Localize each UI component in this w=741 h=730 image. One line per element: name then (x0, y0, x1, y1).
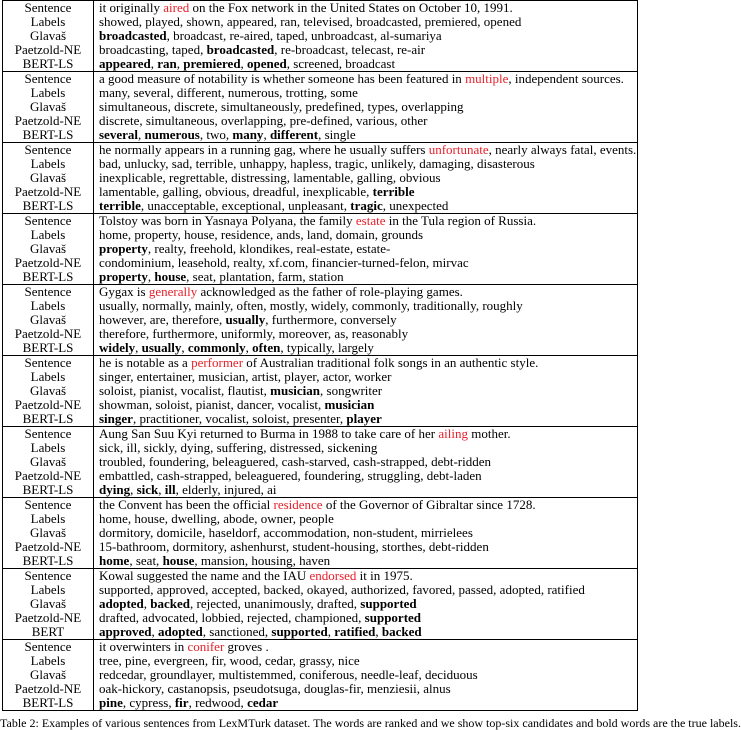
candidate-list (94, 114, 638, 128)
row-label: BERT-LS (3, 199, 94, 214)
candidate-text: , seat, plantation, farm, station (186, 269, 344, 284)
row-label: Sentence (3, 72, 94, 87)
row-label: Labels (3, 299, 94, 313)
row-label: Paetzold-NE (3, 185, 94, 199)
candidate-list (94, 483, 638, 498)
candidate-text: usually, normally, mainly, often, mostly, widely, commonly, traditionally, roughly (99, 298, 523, 313)
row-label: Paetzold-NE (3, 611, 94, 625)
candidate-list (94, 86, 638, 100)
row-label: BERT-LS (3, 483, 94, 498)
candidate-list (94, 583, 638, 597)
bert-row (3, 554, 638, 569)
glavas-row (3, 384, 638, 398)
candidate-list (94, 412, 638, 427)
candidate-text: discrete, simultaneous, overlapping, pre-defined, various, other (99, 113, 428, 128)
glavas-row (3, 242, 638, 256)
sentence-fragment: it in 1975. (356, 568, 413, 583)
candidate-list (94, 611, 638, 625)
sentence-row (3, 285, 638, 300)
candidate-text: , furthermore, conversely (265, 312, 397, 327)
row-label: Glavaš (3, 384, 94, 398)
candidate-list (94, 171, 638, 185)
candidate-text: , (137, 127, 145, 142)
candidate-text: oak-hickory, castanopsis, pseudotsuga, douglas-fir, menziesii, alnus (99, 681, 451, 696)
true-label-candidate: adopted (158, 624, 203, 639)
true-label-candidate: several (99, 127, 138, 142)
sentence-row (3, 640, 638, 655)
glavas-row (3, 29, 638, 43)
true-label-candidate: musician (270, 383, 321, 398)
gold-labels-row (3, 654, 638, 668)
sentence-row (3, 143, 638, 158)
target-word: estate (355, 213, 386, 228)
bert-row (3, 199, 638, 214)
true-label-candidate: approved (99, 624, 152, 639)
candidate-text: , redwood, (188, 695, 248, 710)
bert-row (3, 483, 638, 498)
row-label: Labels (3, 370, 94, 384)
candidate-list (94, 270, 638, 285)
candidate-text: , mansion, housing, haven (194, 553, 331, 568)
paetzold-row (3, 611, 638, 625)
paetzold-row (3, 469, 638, 483)
row-label: Sentence (3, 427, 94, 442)
candidate-list (94, 682, 638, 696)
gold-labels-row (3, 512, 638, 526)
sentence-fragment: Gygax is (99, 284, 149, 299)
sentence-fragment: , independent sources. (508, 71, 624, 86)
candidate-text: , typically, largely (280, 340, 374, 355)
row-label: BERT-LS (3, 57, 94, 72)
candidate-text: , rejected, unanimously, drafted, (190, 596, 361, 611)
sentence-row (3, 214, 638, 229)
gold-labels-row (3, 157, 638, 171)
candidate-list (94, 341, 638, 356)
candidate-text: , (375, 624, 382, 639)
candidate-list (94, 157, 638, 171)
bert-row (3, 625, 638, 640)
candidate-text: , screened, broadcast (286, 56, 396, 71)
candidate-text: , (151, 624, 158, 639)
row-label: Paetzold-NE (3, 540, 94, 554)
candidate-list (94, 242, 638, 256)
gold-labels-row (3, 86, 638, 100)
gold-labels-row (3, 583, 638, 597)
paetzold-row (3, 540, 638, 554)
candidate-text: drafted, advocated, lobbied, rejected, championed, (99, 610, 365, 625)
candidate-text: home, property, house, residence, ands, land, domain, grounds (99, 227, 424, 242)
true-label-candidate: many (232, 127, 264, 142)
row-label: Labels (3, 157, 94, 171)
sentence-row (3, 498, 638, 513)
target-word: performer (191, 355, 244, 370)
paetzold-row (3, 185, 638, 199)
true-label-candidate: home (99, 553, 130, 568)
target-word: generally (148, 284, 198, 299)
sentence-fragment: groves . (224, 639, 269, 654)
true-label-candidate: property (99, 269, 148, 284)
paetzold-row (3, 682, 638, 696)
true-label-candidate: different (269, 127, 319, 142)
sentence-text (94, 1, 638, 16)
true-label-candidate: ratified (334, 624, 376, 639)
candidate-text: singer, entertainer, musician, artist, player, actor, worker (99, 369, 392, 384)
sentence-fragment: in the Tula region of Russia. (385, 213, 537, 228)
true-label-candidate: widely (99, 340, 136, 355)
paetzold-row (3, 398, 638, 412)
row-label: Glavaš (3, 455, 94, 469)
candidate-text: showman, soloist, pianist, dancer, vocalist, (99, 397, 325, 412)
candidate-text: showed, played, shown, appeared, ran, televised, broadcasted, premiered, opened (99, 14, 522, 29)
candidate-text: , broadcast, re-aired, taped, unbroadcast, al-sumariya (166, 28, 442, 43)
sentence-fragment: a good measure of notability is whether someone has been featured in (99, 71, 466, 86)
row-label: Sentence (3, 569, 94, 584)
candidate-list (94, 327, 638, 341)
glavas-row (3, 668, 638, 682)
sentence-fragment: it overwinters in (99, 639, 188, 654)
paetzold-row (3, 43, 638, 57)
row-label: Labels (3, 654, 94, 668)
candidate-list (94, 185, 638, 199)
candidate-list (94, 469, 638, 483)
candidate-list (94, 625, 638, 640)
row-label: Sentence (3, 498, 94, 513)
sentence-fragment: of Australian traditional folk songs in an authentic style. (243, 355, 539, 370)
true-label-candidate: cedar (247, 695, 279, 710)
candidate-text: , (143, 596, 151, 611)
glavas-row (3, 100, 638, 114)
candidate-list (94, 43, 638, 57)
true-label-candidate: numerous (144, 127, 200, 142)
true-label-candidate: fir (174, 695, 189, 710)
row-label: BERT (3, 625, 94, 640)
sentence-fragment: , nearly always fatal, events. (488, 142, 637, 157)
target-word: conifer (187, 639, 225, 654)
glavas-row (3, 526, 638, 540)
sentence-text (94, 356, 638, 371)
true-label-candidate: singer (99, 411, 133, 426)
candidate-list (94, 100, 638, 114)
row-label: Glavaš (3, 242, 94, 256)
sentence-text (94, 285, 638, 300)
row-label: Sentence (3, 1, 94, 16)
candidate-text: , seat, (129, 553, 163, 568)
row-label: Paetzold-NE (3, 256, 94, 270)
true-label-candidate: premiered (183, 56, 241, 71)
sentence-fragment: of the Governor of Gibraltar since 1728. (322, 497, 536, 512)
gold-labels-row (3, 15, 638, 29)
candidate-text: , practitioner, vocalist, soloist, presenter, (132, 411, 347, 426)
candidate-text: , (181, 340, 188, 355)
gold-labels-row (3, 370, 638, 384)
true-label-candidate: broadcasted (99, 28, 167, 43)
bert-row (3, 696, 638, 711)
true-label-candidate: usually (225, 312, 266, 327)
row-label: Glavaš (3, 668, 94, 682)
bert-row (3, 57, 638, 72)
sentence-text (94, 427, 638, 442)
candidate-text: , unacceptable, exceptional, unpleasant, (140, 198, 351, 213)
true-label-candidate: ran (157, 56, 177, 71)
true-label-candidate: dying (99, 482, 131, 497)
candidate-text: , (240, 56, 248, 71)
candidate-text: , sanctioned, (202, 624, 272, 639)
candidate-list (94, 228, 638, 242)
glavas-row (3, 313, 638, 327)
true-label-candidate: terrible (99, 198, 141, 213)
row-label: BERT-LS (3, 128, 94, 143)
paetzold-row (3, 114, 638, 128)
candidate-list (94, 654, 638, 668)
true-label-candidate: terrible (372, 184, 415, 199)
candidate-list (94, 398, 638, 412)
true-label-candidate: opened (247, 56, 287, 71)
row-label: Glavaš (3, 29, 94, 43)
paetzold-row (3, 256, 638, 270)
candidate-list (94, 512, 638, 526)
row-label: BERT-LS (3, 412, 94, 427)
candidate-list (94, 57, 638, 72)
true-label-candidate: house (154, 269, 187, 284)
row-label: Sentence (3, 640, 94, 655)
candidate-list (94, 256, 638, 270)
sentence-text (94, 640, 638, 655)
candidate-text: , (158, 482, 165, 497)
candidate-text: , realty, freehold, klondikes, real-estate, estate- (147, 241, 391, 256)
candidate-text: home, house, dwelling, abode, owner, people (99, 511, 334, 526)
true-label-candidate: backed (381, 624, 422, 639)
table-caption: Table 2: Examples of various sentences from LexMTurk dataset. The words are ranked and we show top-six candidates and bold words are the true labels. (0, 716, 741, 730)
candidate-text: , (327, 624, 335, 639)
row-label: Paetzold-NE (3, 398, 94, 412)
true-label-candidate: appeared (99, 56, 151, 71)
candidate-text: , songwriter (320, 383, 383, 398)
row-label: Paetzold-NE (3, 682, 94, 696)
true-label-candidate: commonly (187, 340, 246, 355)
bert-row (3, 270, 638, 285)
candidate-list (94, 455, 638, 469)
candidate-text: , (135, 340, 142, 355)
candidate-text: sick, ill, sickly, dying, suffering, distressed, sickening (99, 440, 378, 455)
row-label: Paetzold-NE (3, 469, 94, 483)
candidate-text: supported, approved, accepted, backed, okayed, authorized, favored, passed, adopted, ratified (99, 582, 585, 597)
true-label-candidate: tragic (350, 198, 383, 213)
candidate-text: , re-broadcast, telecast, re-air (274, 42, 426, 57)
row-label: Paetzold-NE (3, 43, 94, 57)
target-word: residence (273, 497, 323, 512)
row-label: Labels (3, 583, 94, 597)
row-label: Paetzold-NE (3, 114, 94, 128)
candidate-list (94, 384, 638, 398)
candidate-text: , unexpected (382, 198, 449, 213)
true-label-candidate: sick (136, 482, 159, 497)
candidate-text: bad, unlucky, sad, terrible, unhappy, hapless, tragic, unlikely, damaging, disasterous (99, 156, 535, 171)
row-label: Labels (3, 512, 94, 526)
bert-row (3, 341, 638, 356)
candidate-text: 15-bathroom, dormitory, ashenhurst, student-housing, storthes, debt-ridden (99, 539, 489, 554)
candidate-text: , (147, 269, 155, 284)
true-label-candidate: pine (99, 695, 123, 710)
true-label-candidate: often (252, 340, 281, 355)
sentence-text (94, 143, 638, 158)
sentence-fragment: Tolstoy was born in Yasnaya Polyana, the family (99, 213, 356, 228)
candidate-text: , (176, 56, 184, 71)
target-word: unfortunate (428, 142, 489, 157)
candidate-text: however, are, therefore, (99, 312, 226, 327)
candidate-text: , (245, 340, 253, 355)
target-word: endorsed (309, 568, 357, 583)
candidate-list (94, 526, 638, 540)
bert-row (3, 128, 638, 143)
target-word: multiple (465, 71, 509, 86)
row-label: Paetzold-NE (3, 327, 94, 341)
candidate-list (94, 128, 638, 143)
glavas-row (3, 171, 638, 185)
candidate-text: tree, pine, evergreen, fir, wood, cedar, grassy, nice (99, 653, 360, 668)
true-label-candidate: musician (324, 397, 375, 412)
row-label: Labels (3, 441, 94, 455)
true-label-candidate: house (162, 553, 195, 568)
row-label: Sentence (3, 356, 94, 371)
candidate-text: dormitory, domicile, haseldorf, accommodation, non-student, mirrielees (99, 525, 473, 540)
candidate-list (94, 554, 638, 569)
target-word: ailing (438, 426, 468, 441)
candidate-list (94, 299, 638, 313)
sentence-fragment: Aung San Suu Kyi returned to Burma in 1988 to take care of her (99, 426, 439, 441)
sentence-row (3, 72, 638, 87)
candidate-list (94, 696, 638, 711)
candidate-list (94, 441, 638, 455)
sentence-row (3, 356, 638, 371)
row-label: Sentence (3, 285, 94, 300)
true-label-candidate: backed (150, 596, 191, 611)
candidate-list (94, 668, 638, 682)
candidate-text: , (150, 56, 158, 71)
row-label: Glavaš (3, 100, 94, 114)
candidate-text: many, several, different, numerous, trotting, some (99, 85, 358, 100)
candidate-text: inexplicable, regrettable, distressing, lamentable, galling, obvious (99, 170, 441, 185)
sentence-fragment: the Convent has been the official (99, 497, 274, 512)
candidate-text: embattled, cash-strapped, beleaguered, foundering, struggling, debt-laden (99, 468, 482, 483)
glavas-row (3, 455, 638, 469)
sentence-row (3, 427, 638, 442)
row-label: Sentence (3, 143, 94, 158)
candidate-text: , single (318, 127, 356, 142)
true-label-candidate: ill (164, 482, 176, 497)
target-word: aired (163, 0, 190, 15)
row-label: BERT-LS (3, 696, 94, 711)
sentence-text (94, 569, 638, 584)
row-label: Labels (3, 15, 94, 29)
row-label: Glavaš (3, 526, 94, 540)
sentence-fragment: he normally appears in a running gag, where he usually suffers (99, 142, 429, 157)
row-label: BERT-LS (3, 341, 94, 356)
sentence-fragment: on the Fox network in the United States on October 10, 1991. (189, 0, 513, 15)
row-label: BERT-LS (3, 554, 94, 569)
row-label: Glavaš (3, 313, 94, 327)
results-table-container (2, 0, 638, 711)
candidate-list (94, 313, 638, 327)
candidate-text: , two, (199, 127, 233, 142)
paetzold-row (3, 327, 638, 341)
candidate-text: lamentable, galling, obvious, dreadful, inexplicable, (99, 184, 373, 199)
row-label: Glavaš (3, 597, 94, 611)
sentence-row (3, 569, 638, 584)
gold-labels-row (3, 441, 638, 455)
gold-labels-row (3, 228, 638, 242)
true-label-candidate: supported (364, 610, 422, 625)
true-label-candidate: property (99, 241, 148, 256)
candidate-list (94, 597, 638, 611)
sentence-fragment: he is notable as a (99, 355, 192, 370)
row-label: Labels (3, 86, 94, 100)
candidate-list (94, 29, 638, 43)
sentence-text (94, 72, 638, 87)
glavas-row (3, 597, 638, 611)
sentence-fragment: mother. (467, 426, 511, 441)
sentence-fragment: it originally (99, 0, 164, 15)
candidate-text: therefore, furthermore, uniformly, moreover, as, reasonably (99, 326, 409, 341)
true-label-candidate: broadcasted (206, 42, 275, 57)
candidate-list (94, 15, 638, 29)
candidate-text: condominium, leasehold, realty, xf.com, financier-turned-felon, mirvac (99, 255, 469, 270)
candidate-text: simultaneous, discrete, simultaneously, predefined, types, overlapping (99, 99, 464, 114)
bert-row (3, 412, 638, 427)
true-label-candidate: usually (141, 340, 182, 355)
candidate-text: troubled, foundering, beleaguered, cash-starved, cash-strapped, debt-ridden (99, 454, 492, 469)
row-label: Glavaš (3, 171, 94, 185)
candidate-text: redcedar, groundlayer, multistemmed, coniferous, needle-leaf, deciduous (99, 667, 478, 682)
sentence-fragment: Kowal suggested the name and the IAU (99, 568, 310, 583)
true-label-candidate: player (346, 411, 382, 426)
true-label-candidate: supported (360, 596, 417, 611)
candidate-list (94, 540, 638, 554)
row-label: BERT-LS (3, 270, 94, 285)
true-label-candidate: adopted (99, 596, 144, 611)
examples-table (2, 0, 638, 711)
candidate-text: , elderly, injured, ai (175, 482, 277, 497)
sentence-row (3, 1, 638, 16)
gold-labels-row (3, 299, 638, 313)
candidate-text: , cypress, (122, 695, 175, 710)
sentence-fragment: acknowledged as the father of role-playing games. (197, 284, 463, 299)
candidate-text: broadcasting, taped, (99, 42, 207, 57)
row-label: Labels (3, 228, 94, 242)
candidate-list (94, 370, 638, 384)
true-label-candidate: supported (271, 624, 328, 639)
candidate-text: soloist, pianist, vocalist, flautist, (99, 383, 271, 398)
sentence-text (94, 498, 638, 513)
candidate-list (94, 199, 638, 214)
candidate-text: , (130, 482, 137, 497)
candidate-text: , (263, 127, 270, 142)
row-label: Sentence (3, 214, 94, 229)
sentence-text (94, 214, 638, 229)
